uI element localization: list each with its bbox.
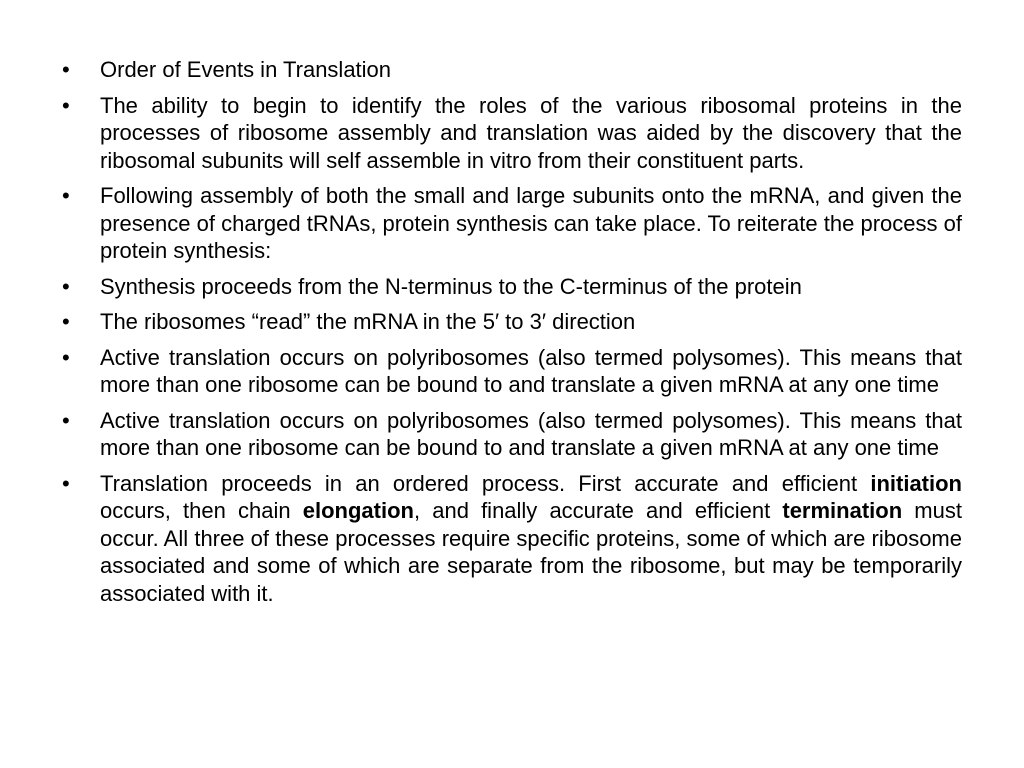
bullet-text: Active translation occurs on polyribosomes (also termed polysomes). This means that more than one ribosome can be bound to and translate a given mRNA at any one time xyxy=(100,407,962,460)
text-segment: occurs, then chain xyxy=(100,498,303,523)
bullet-text: Following assembly of both the small and large subunits onto the mRNA, and given the presence of charged tRNAs, protein synthesis can take place. To reiterate the process of protein synthesis: xyxy=(100,183,962,263)
bullet-dot: • xyxy=(62,309,70,334)
bullet-item xyxy=(62,92,962,175)
term-termination: termination xyxy=(782,498,903,523)
bullet-item xyxy=(62,470,962,608)
bullet-dot: • xyxy=(62,273,70,299)
bullet-text: Active translation occurs on polyribosomes (also termed polysomes). This means that more than one ribosome can be bound to and translate a given mRNA at any one time xyxy=(100,344,962,397)
text-segment: Translation proceeds in an ordered process. First accurate and efficient xyxy=(100,470,871,496)
bullet-item xyxy=(62,182,962,265)
bullet-dot: • xyxy=(62,407,70,433)
bullet-dot: • xyxy=(62,92,70,118)
bullet-item xyxy=(62,273,962,301)
text-segment: must occur. All three of these processes require specific proteins, some of which are ribosome associated and some of which are separate from the ribosome, but may be temporarily associated with it. xyxy=(100,498,962,606)
bullet-dot: • xyxy=(62,470,70,496)
bullet-text: The ability to begin to identify the roles of the various ribosomal proteins in the processes of ribosome assembly and translation was aided by the discovery that the ribosomal subunits will self assemble in vitro from their constituent parts. xyxy=(100,92,962,173)
bullet-dot: • xyxy=(62,344,70,370)
bullet-text: Order of Events in Translation xyxy=(100,57,392,82)
term-initiation: initiation xyxy=(870,470,962,496)
text-segment: , and finally accurate and efficient xyxy=(413,498,783,523)
bullet-dot: • xyxy=(62,57,70,82)
bullet-list xyxy=(62,56,962,607)
bullet-dot: • xyxy=(62,183,70,208)
bullet-text-mixed xyxy=(100,471,962,606)
bullet-item xyxy=(62,56,962,84)
bullet-text: Synthesis proceeds from the N-terminus to the C-terminus of the protein xyxy=(100,273,802,299)
bullet-item xyxy=(62,308,962,336)
bullet-text: The ribosomes “read” the mRNA in the 5′ to 3′ direction xyxy=(100,309,636,334)
bullet-item xyxy=(62,407,962,462)
bullet-item xyxy=(62,344,962,399)
term-elongation: elongation xyxy=(302,498,414,523)
